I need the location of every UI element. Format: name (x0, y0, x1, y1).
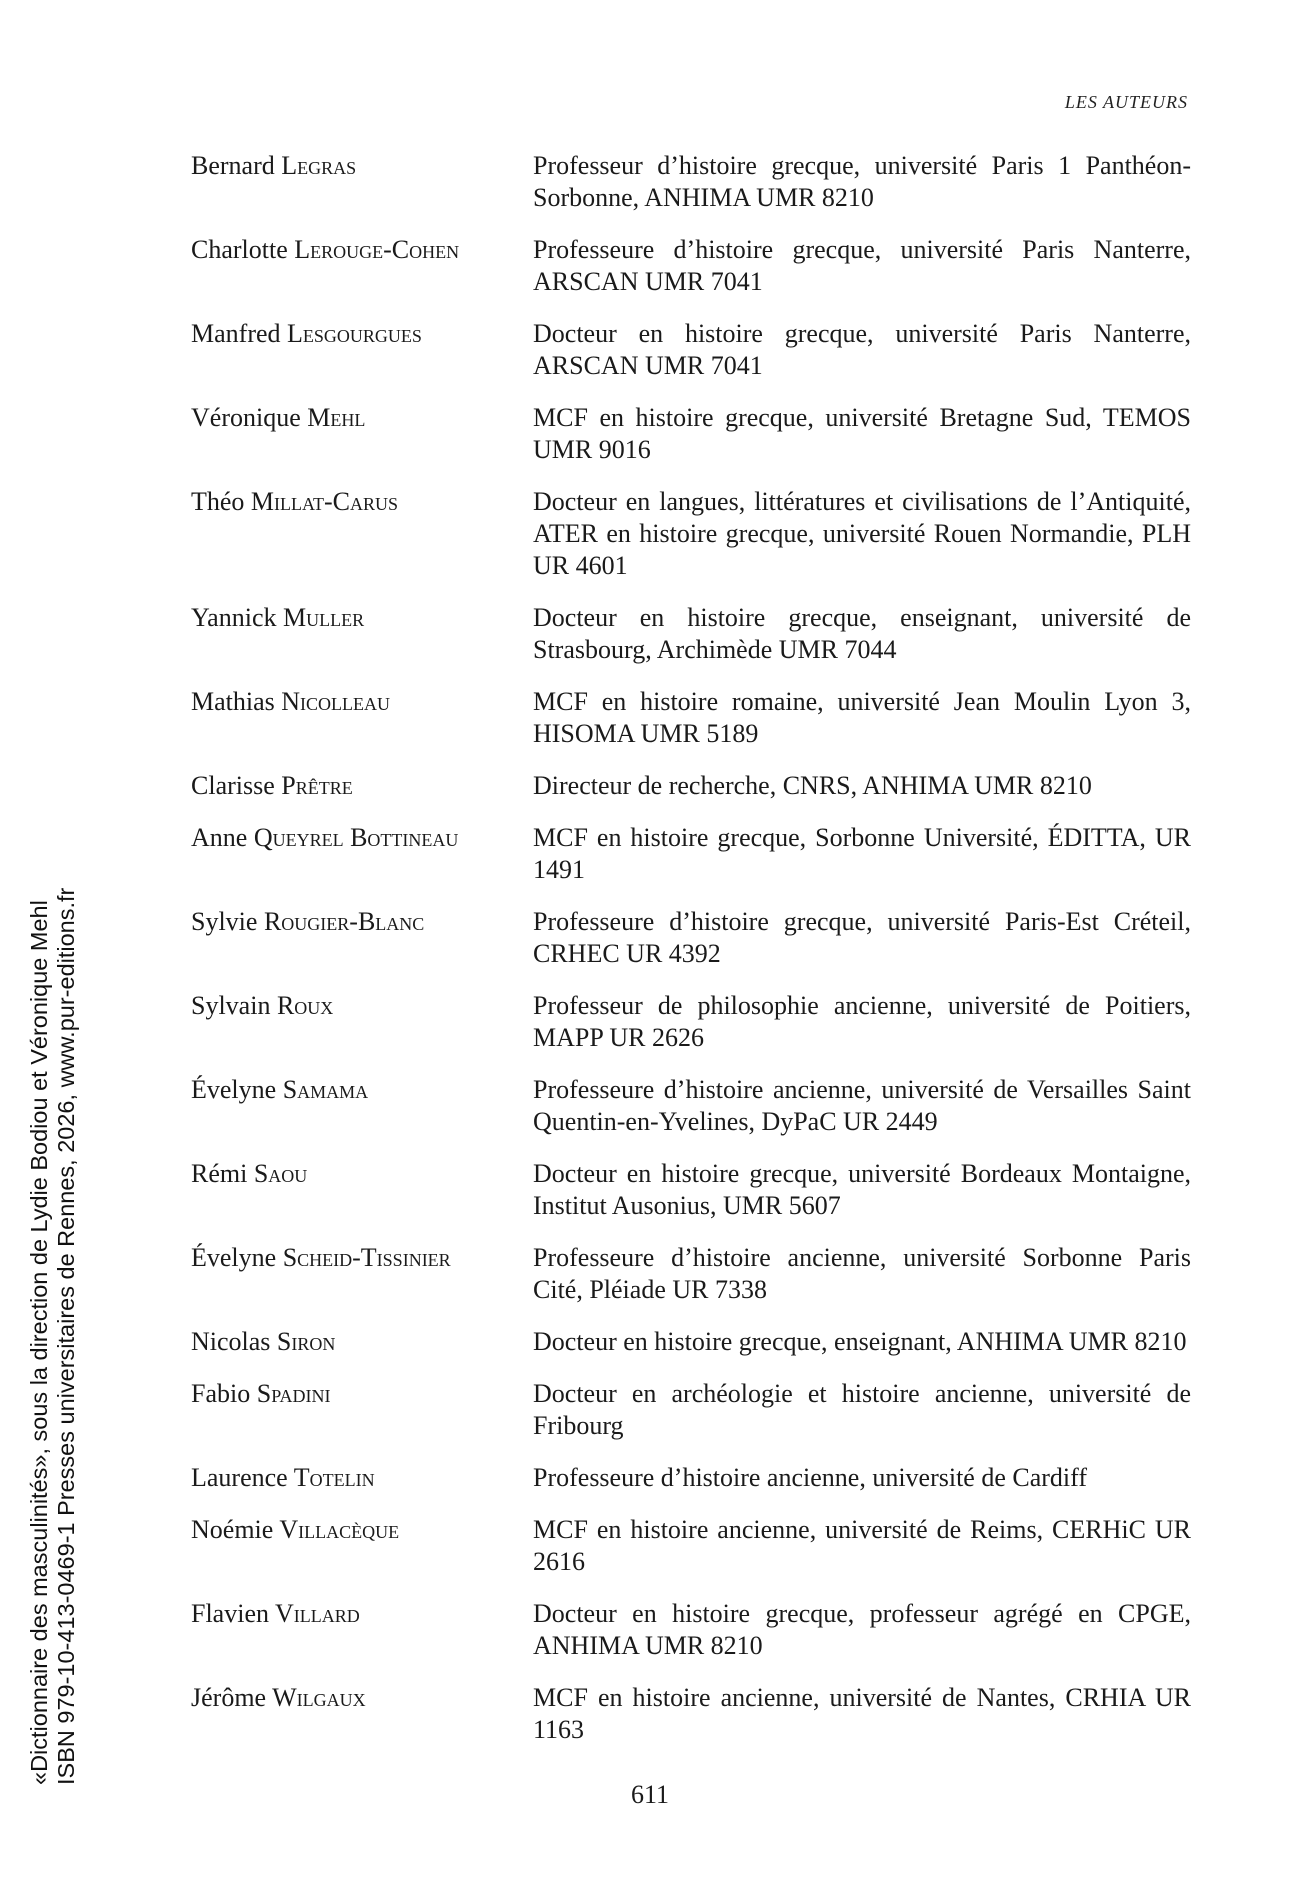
author-affiliation: MCF en histoire grecque, Sorbonne Université, ÉDITTA, UR 1491 (533, 823, 1191, 884)
side-notice-line-1: «Dictionnaire des masculinités», sous la direction de Lydie Bodiou et Véronique Mehl (26, 900, 52, 1785)
author-last-name: Scheid-Tissinier (282, 1243, 451, 1272)
author-last-name: Wilgaux (272, 1683, 366, 1712)
running-head: LES AUTEURS (1064, 92, 1188, 112)
author-last-name: Mehl (307, 403, 366, 432)
author-affiliation: MCF en histoire grecque, université Bretagne Sud, TEMOS UMR 9016 (533, 403, 1191, 464)
author-first-name: Évelyne (191, 1075, 277, 1104)
author-last-name: Prêtre (281, 771, 353, 800)
author-first-name: Jérôme (191, 1683, 267, 1712)
author-name (191, 234, 533, 298)
author-name (191, 1158, 533, 1222)
author-name (191, 1462, 533, 1494)
author-row (191, 234, 1191, 298)
author-affiliation: Professeure d’histoire ancienne, université de Versailles Saint Quentin-en-Yvelines, DyPaC UR 2449 (533, 1075, 1191, 1136)
author-affiliation: Professeure d’histoire ancienne, université de Cardiff (533, 1463, 1087, 1492)
author-name (191, 1074, 533, 1138)
author-row (191, 150, 1191, 214)
author-affiliation: MCF en histoire ancienne, université de Reims, CERHiC UR 2616 (533, 1515, 1191, 1576)
author-row (191, 1378, 1191, 1442)
author-name (191, 1598, 533, 1662)
author-name (191, 686, 533, 750)
author-name (191, 150, 533, 214)
author-row (191, 686, 1191, 750)
author-last-name: Lesgourgues (287, 319, 422, 348)
page-number: 611 (630, 1780, 670, 1809)
author-last-name: Muller (282, 603, 365, 632)
author-affiliation: Docteur en langues, littératures et civilisations de l’Antiquité, ATER en histoire grecque, université Rouen Normandie, PLH UR 4601 (533, 487, 1191, 580)
author-last-name: Villacèque (279, 1515, 400, 1544)
author-affiliation: Docteur en archéologie et histoire ancienne, université de Fribourg (533, 1379, 1191, 1440)
author-name (191, 486, 533, 582)
author-last-name: Saou (253, 1159, 308, 1188)
author-row (191, 486, 1191, 582)
author-row (191, 1158, 1191, 1222)
author-last-name: Siron (276, 1327, 336, 1356)
author-last-name: Legras (281, 151, 357, 180)
author-affiliation: Professeur de philosophie ancienne, université de Poitiers, MAPP UR 2626 (533, 991, 1191, 1052)
author-first-name: Véronique (191, 403, 301, 432)
author-row (191, 1682, 1191, 1746)
author-name (191, 1514, 533, 1578)
author-row (191, 602, 1191, 666)
author-name (191, 402, 533, 466)
author-first-name: Laurence (191, 1463, 288, 1492)
side-notice-line-2: ISBN 979-10-413-0469-1 Presses universitaires de Rennes, 2026, www.pur-editions.fr (53, 887, 79, 1785)
author-first-name: Théo (191, 487, 245, 516)
author-first-name: Anne (191, 823, 248, 852)
author-affiliation: Docteur en histoire grecque, enseignant, université de Strasbourg, Archimède UMR 7044 (533, 603, 1191, 664)
author-first-name: Manfred (191, 319, 281, 348)
author-row (191, 1074, 1191, 1138)
author-affiliation: Docteur en histoire grecque, professeur agrégé en CPGE, ANHIMA UMR 8210 (533, 1599, 1191, 1660)
author-first-name: Mathias (191, 687, 275, 716)
author-first-name: Fabio (191, 1379, 251, 1408)
author-first-name: Évelyne (191, 1243, 277, 1272)
author-name (191, 990, 533, 1054)
author-first-name: Yannick (191, 603, 277, 632)
author-last-name: Rougier-Blanc (263, 907, 425, 936)
author-name (191, 1242, 533, 1306)
author-name (191, 1326, 533, 1358)
author-row (191, 822, 1191, 886)
author-name (191, 770, 533, 802)
author-last-name: Millat-Carus (250, 487, 399, 516)
author-affiliation: MCF en histoire ancienne, université de Nantes, CRHIA UR 1163 (533, 1683, 1191, 1744)
author-affiliation: Docteur en histoire grecque, enseignant, ANHIMA UMR 8210 (533, 1327, 1187, 1356)
author-name (191, 1682, 533, 1746)
authors-list (191, 150, 1191, 1766)
author-last-name: Villard (275, 1599, 360, 1628)
author-first-name: Sylvain (191, 991, 271, 1020)
author-last-name: Queyrel Bottineau (253, 823, 459, 852)
author-name (191, 318, 533, 382)
author-affiliation: Directeur de recherche, CNRS, ANHIMA UMR 8210 (533, 771, 1092, 800)
author-row (191, 1514, 1191, 1578)
author-row (191, 1326, 1191, 1358)
author-last-name: Spadini (256, 1379, 331, 1408)
author-last-name: Nicolleau (281, 687, 391, 716)
author-row (191, 906, 1191, 970)
author-last-name: Lerouge-Cohen (294, 235, 460, 264)
author-first-name: Nicolas (191, 1327, 271, 1356)
author-first-name: Bernard (191, 151, 275, 180)
author-name (191, 822, 533, 886)
author-name (191, 1378, 533, 1442)
author-row (191, 770, 1191, 802)
author-name (191, 906, 533, 970)
author-affiliation: Professeure d’histoire ancienne, université Sorbonne Paris Cité, Pléiade UR 7338 (533, 1243, 1191, 1304)
author-row (191, 1462, 1191, 1494)
author-affiliation: Docteur en histoire grecque, université Bordeaux Montaigne, Institut Ausonius, UMR 5607 (533, 1159, 1191, 1220)
side-notice (26, 795, 80, 1785)
author-first-name: Noémie (191, 1515, 274, 1544)
author-row (191, 1598, 1191, 1662)
author-row (191, 990, 1191, 1054)
author-last-name: Roux (276, 991, 334, 1020)
author-first-name: Rémi (191, 1159, 248, 1188)
author-first-name: Sylvie (191, 907, 258, 936)
author-last-name: Samama (282, 1075, 369, 1104)
author-row (191, 318, 1191, 382)
author-first-name: Charlotte (191, 235, 288, 264)
author-name (191, 602, 533, 666)
author-first-name: Flavien (191, 1599, 269, 1628)
author-last-name: Totelin (293, 1463, 375, 1492)
author-affiliation: Professeure d’histoire grecque, université Paris Nanterre, ARSCAN UMR 7041 (533, 235, 1191, 296)
author-row (191, 1242, 1191, 1306)
author-affiliation: Professeur d’histoire grecque, université Paris 1 Panthéon-Sorbonne, ANHIMA UMR 8210 (533, 151, 1191, 212)
author-first-name: Clarisse (191, 771, 275, 800)
author-row (191, 402, 1191, 466)
author-affiliation: MCF en histoire romaine, université Jean Moulin Lyon 3, HISOMA UMR 5189 (533, 687, 1191, 748)
author-affiliation: Professeure d’histoire grecque, université Paris-Est Créteil, CRHEC UR 4392 (533, 907, 1191, 968)
author-affiliation: Docteur en histoire grecque, université Paris Nanterre, ARSCAN UMR 7041 (533, 319, 1191, 380)
